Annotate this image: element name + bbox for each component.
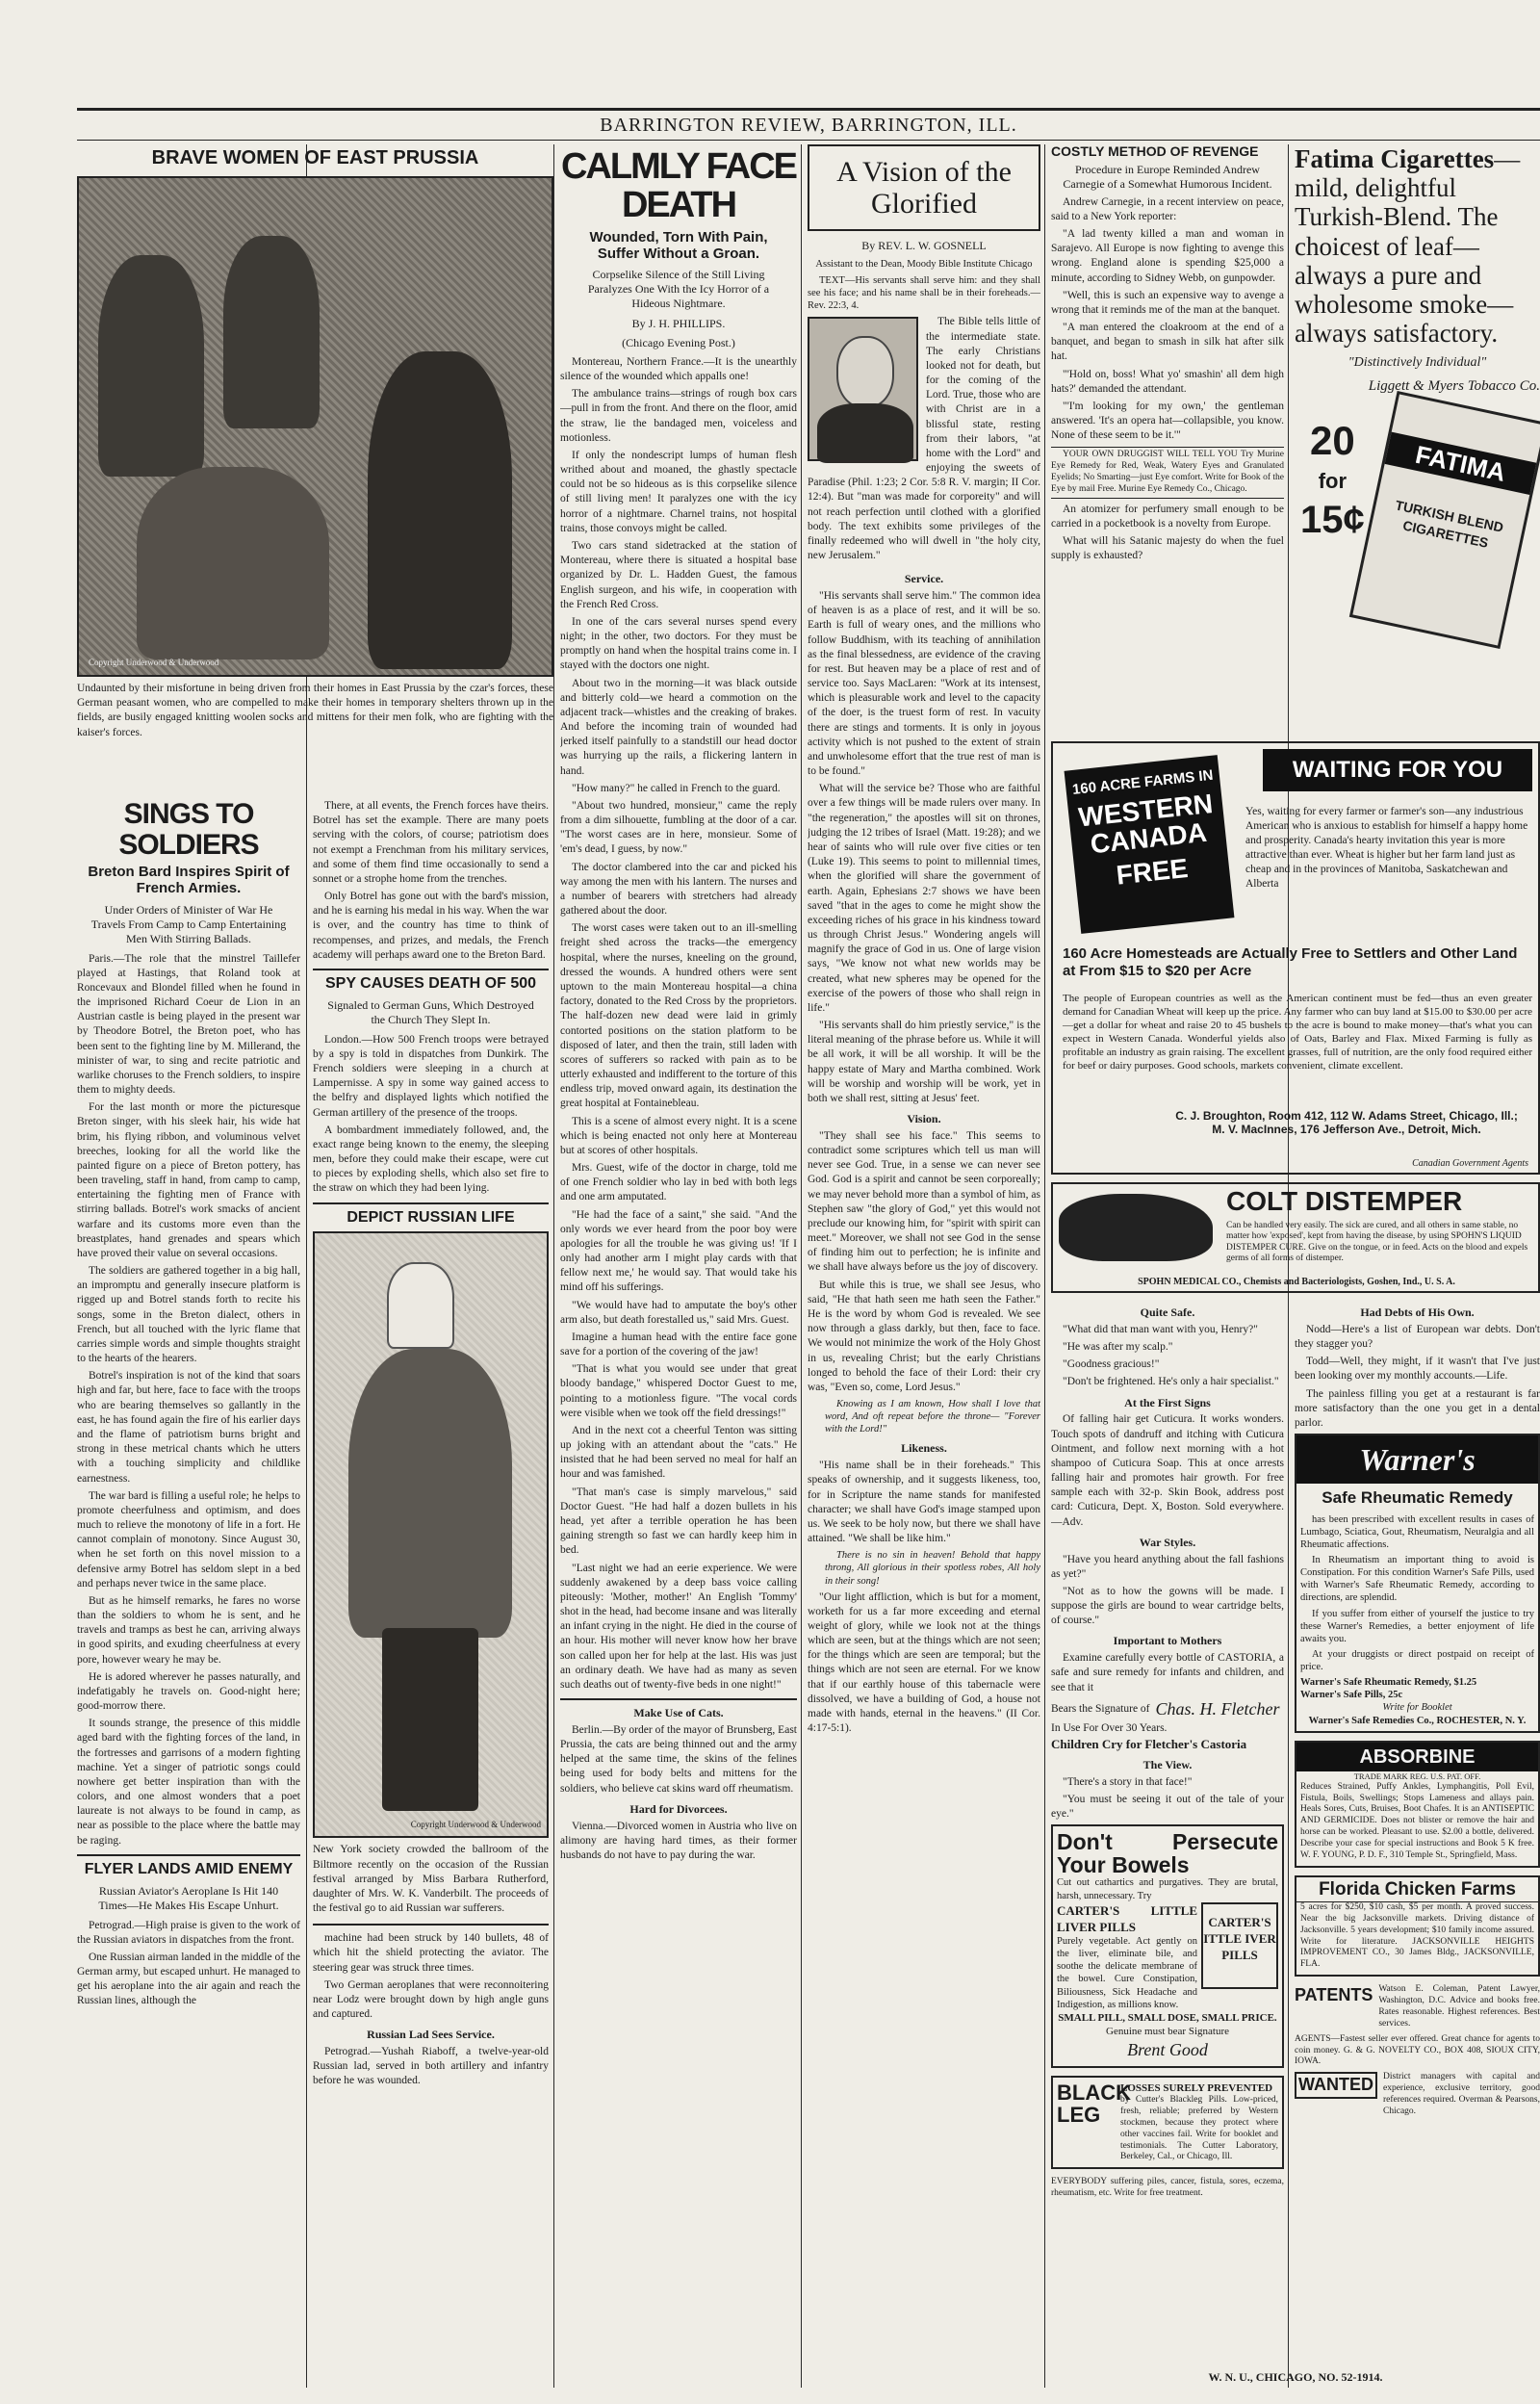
paragraph: "Our light affliction, which is but for a moment, worketh for us a far more exceeding and eternal weight of glory, while we look not at the things which are seen, but at the things which are not seen; for the things which are seen are temporal; but the things which are not seen are eternal. For we know that if our earthly house of this tabernacle were dissolved, we have a building of God, a house not made with hands, eternal in the heavens." (II Cor. 4:17-5:1). [808,1590,1040,1735]
paragraph: "A lad twenty killed a man and woman in Sarajevo. All Europe is now fighting to avenge this wrong. England alone is spending $25,000 a minute, according to Sidney Webb, on gunpowder. [1051,228,1284,284]
paragraph: And in the next cot a cheerful Tenton was sitting up joking with an attendant about the "cats." He insisted that he had been served no meal for half an hour and was famished. [560,1424,797,1481]
death-deck: Wounded, Torn With Pain, Suffer Without a Groan. [589,228,768,263]
paragraph: Vienna.—Divorced women in Austria who live on alimony are having hard times, as their former husbands do not have to pay during the war. [560,1820,797,1861]
paragraph: "His servants shall do him priestly service," is the literal meaning of the phrase before us. While it will be all work, it will be all worship. It will be the happy estate of Mary and Martha combined. Work will be worship and worship will be work, yet in both we shall rest, sitting at Jesus' feet. [808,1020,1040,1104]
subhead: Quite Safe. [1140,1305,1195,1319]
subhead: Vision. [907,1112,941,1126]
paragraph: "His name shall be in their foreheads." This speaks of ownership, and it suggests likeness, too, for in Scripture the name stands for manifested character; we shall have God's image stamped upon us. We seek to be holy now, but there we shall have attained. "We shall be like him." [808,1460,1040,1545]
paragraph: The Bible tells little of the intermediate state. The early Christians looked not for death, but for the coming of the Lord. True, those who are with Christ are in a blissful state, resting from their labors, "at home with the Lord" and enjoying the sweets of Paradise (Phil. 1:23; 2 Cor. 5:8 R. V. margin; II Cor. 12:4). But "man was made for corporeity" and will not reach perfection until clothed with a glorified body. The text exhibits some privileges of the finally redeemed who will dwell in "the holy city, new Jerusalem." [808,316,1040,562]
paragraph: For the last month or more the picturesque Breton singer, with his sleek hair, his wide hat brim, his flying ribbon, and voluminous velvet breeches, looking for all the world like the painted figure on a piece of Breton pottery, has been traveling, staff in hand, from camp to camp, entertaining the fighting men of France with stirring ballads. Botrel's work smacks of ancient warfare and its customs more even than the breastplates, hand grenades and spears which have proved their value on several occasions. [77,1101,300,1259]
paragraph: If only the nondescript lumps of human flesh writhed about and moaned, the ghastly spectacle could not be so hideous as is this corpselike silence of still living men! It paralyzes one with the icy horror of a nightmare. Charnel trains, not hospital trains, those convoys might be called. [560,449,797,534]
column-5-upper [1051,144,1284,722]
paragraph: "You must be seeing it out of the tale of your eye." [1051,1793,1284,1820]
photo-caption: Undaunted by their misfortune in being driven from their homes in East Prussia by the czar's forces, these German peasant women, who are compelled to make their homes in temporary shelters thrown up in the fields, are busily engaged knitting woolen socks and mittens for their men folk, who are fighting with the kaiser's forces. [77,683,553,738]
paragraph: The ambulance trains—strings of rough box cars—pull in from the front. And there on the floor, amid the straw, lie the bandaged men, voiceless and motionless. [560,388,797,444]
canada-headline: 160 Acre Homesteads are Actually Free to Settlers and Other Land at From $15 to $20 per Acre [1063,945,1518,979]
sermon-text: TEXT—His servants shall serve him: and they shall see his face; and his name shall be in their foreheads.—Rev. 22:3, 4. [808,274,1040,312]
byline-source: Assistant to the Dean, Moody Bible Institute Chicago [815,258,1033,270]
blackleg-body: by Cutter's Blackleg Pills. Low-priced, fresh, reliable; preferred by Western stockmen, because they protect where other vaccines fail. Write for booklet and testimonials. The Cutter Laboratory, Berkeley, Cal., or Chicago, Ill. [1120,2095,1278,2162]
byline: By J. H. PHILLIPS. [631,317,726,331]
agents-ad: AGENTS—Fastest seller ever offered. Great chance for agents to coin money. G. & G. NOVELTY CO., BOX 408, SIOUX CITY, IOWA. [1295,2033,1540,2067]
printer-footer: W. N. U., CHICAGO, NO. 52-1914. [1208,2370,1383,2384]
paragraph: Imagine a human head with the entire face gone save for a portion of the covering of the jaw! [560,1331,797,1358]
paragraph: Only Botrel has gone out with the bard's mission, and he is earning his medal in his way. When the war is over, and the country has time to think of recompenses, and prizes, and medals, the French academy will perhaps award one to the Breton Bard. [313,891,549,961]
canada-contact: C. J. Broughton, Room 412, 112 W. Adams Street, Chicago, Ill.; M. V. MacInnes, 176 Jefferson Ave., Detroit, Mich. [1175,1109,1518,1136]
depict-headline: DEPICT RUSSIAN LIFE [346,1208,515,1226]
paragraph: Todd—Well, they might, if it wasn't that I've just been looking over my monthly accounts.—Life. [1295,1356,1540,1383]
paragraph: "Have you heard anything about the fall fashions as yet?" [1051,1553,1284,1580]
absorbine-tm: TRADE MARK REG. U.S. PAT. OFF. [1353,1771,1481,1782]
paragraph: He is adored wherever he passes naturally, and indefatigably he travels on. Good-night here; good-morrow there. [77,1670,300,1713]
cigarette-pack-icon: FATIMA TURKISH BLEND CIGARETTES [1349,391,1540,649]
paragraph: "Goodness gracious!" [1063,1358,1160,1371]
absorbine-title: ABSORBINE [1296,1743,1538,1771]
paragraph: This is a scene of almost every night. It is a scene which is being enacted not only here at Montereau but at scores of other hospitals. [560,1115,797,1156]
column-rule [553,144,554,2388]
colt-distemper-ad [1051,1182,1540,1293]
carters-small: SMALL PILL, SMALL DOSE, SMALL PRICE. [1058,2011,1277,2024]
flyer-deck: Russian Aviator's Aeroplane Is Hit 140 Times—He Makes His Escape Unhurt. [98,1883,279,1912]
warners-body: has been prescribed with excellent results in cases of Lumbago, Sciatica, Gout, Rheumatism, Neuralgia and all Rheumatic affections. [1300,1513,1534,1550]
revenge-headline: COSTLY METHOD OF REVENGE [1051,144,1259,159]
canada-banner: WAITING FOR YOU [1263,749,1532,791]
subhead: At the First Signs [1124,1395,1211,1409]
paragraph: London.—How 500 French troops were betrayed by a spy is told in dispatches from Dunkirk. The French soldiers were sleeping in a church at Lampernisse. A spy in some way gained access to the belfry and displayed lights which notified the German artillery of the presence of the troops. [313,1033,549,1119]
paragraph: Two German aeroplanes that were reconnoitering near Lodz were brought down by high angle guns and captured. [313,1978,549,2021]
byline: By REV. L. W. GOSNELL [861,239,987,252]
subhead: Important to Mothers [1113,1634,1222,1648]
paragraph: The doctor clambered into the car and picked his way among the men with his lantern. The nurses and a number of bearers with stretchers had already gathered about the door. [560,861,797,918]
revenge-deck: Procedure in Europe Reminded Andrew Carnegie of a Somewhat Humorous Incident. [1063,162,1272,191]
warners-ad [1295,1434,1540,1733]
blackleg-ad [1051,2076,1284,2170]
sings-deck: Breton Bard Inspires Spirit of French Armies. [88,864,290,897]
death-deck2: Corpselike Silence of the Still Living Paralyzes One With the Icy Horror of a Hideous Nightmare. [587,268,770,311]
paragraph: "What did that man want with you, Henry?" [1063,1323,1258,1335]
paragraph: It sounds strange, the presence of this middle aged bard with the fighting forces of the land, in the fortresses and garrisons of a modern fighting machine. Yet a singer of patriotic songs could nowhere get better inspiration than with the colors, and one almost wonders that a poet laureate is not always to be found in camp, as near as possible to the place where the battle may be raging. [77,1718,300,1847]
fletcher-signature: Chas. H. Fletcher [1155,1698,1280,1719]
warners-company: Warner's Safe Remedies Co., ROCHESTER, N. Y. [1308,1715,1527,1726]
paragraph: One Russian airman landed in the middle of the German army, but escaped unhurt. He managed to get his aeroplane into the air again and reach the Russian lines, although the [77,1951,300,2007]
sings-headline: SINGS TO SOLDIERS [118,799,259,861]
carters-headline: Don't Persecute Your Bowels [1057,1829,1278,1878]
paragraph: What will his Satanic majesty do when the fuel supply is exhausted? [1051,535,1284,562]
photo-credit: Copyright Underwood & Underwood [89,658,219,668]
spy-deck: Signaled to German Guns, Which Destroyed the Church They Slept In. [327,997,534,1026]
paragraph: "His servants shall serve him." The common idea of heaven is as a place of rest, and it will be so. Earth is full of weary ones, and the millions who follow Buddhism, with its teaching of annihilation as the final blessedness, are evidence of the craving for rest. But heaven may be a place of rest and of service too. Says MacLaren: "Work at its intensest, which is pleasurable work and level to the capacity of the doer, is the truest form of rest. In vacuity there are stings and torments. It is only in joyous activity which is not pushed to the extent of strain and unwholesome effort that the true rest of man is to be found." [808,590,1040,778]
paragraph: The soldiers are gathered together in a big hall, an impromptu and generally insecure platform is rigged up and Botrel stands forth to recite his songs, some in the Breton dialect, others in French, but all touched with the lyric flame that carries simple words and simple thoughts straight to the hearts of the hearers. [77,1265,300,1365]
absorbine-body: Reduces Strained, Puffy Ankles, Lymphangitis, Poll Evil, Fistula, Boils, Swellings; Stops Lameness and allays pain. Heals Sores, Cuts, Bruises, Boot Chafes. It is an ANTISEPTIC AND GERMICIDE. Does not blister or remove the hair and horse can be worked. Pleasant to use. $2.00 a bottle, delivered. Describe your case for special instructions and Book 5 K free. W. F. YOUNG, P. D. F., 310 Temple St., Springfield, Mass. [1300,1781,1534,1860]
paragraph: Petrograd.—Yushah Riaboff, a twelve-year-old Russian lad, served in both artillery and infantry before he was wounded. [313,2046,549,2087]
blackleg-title: BLACK LEG [1057,2080,1131,2127]
poem: Knowing as I am known, How shall I love that word, And oft repeat before the throne— "Forever with the Lord!" [825,1399,1040,1435]
subhead: Service. [904,572,944,586]
paragraph: But as he himself remarks, he fares no worse than the soldiers to whom he is sent, and he travels and tramps as best he can, arriving always in good spirits, and exuding cheerfulness at every pore, however weary he may be. [77,1594,300,1666]
florida-body: 5 acres for $250, $10 cash, $5 per month. A proved success. Near the big Jacksonville markets. Driving distance of Jacksonville. 5 years development; $10 family income assured. Write for literature. JACKSONVILLE HEIGHTS IMPROVEMENT CO., 30 James Bldg., JACKSONVILLE, FLA. [1300,1901,1534,1970]
florida-title: Florida Chicken Farms [1296,1877,1538,1902]
murine-ad: YOUR OWN DRUGGIST WILL TELL YOU Try Murine Eye Remedy for Red, Weak, Watery Eyes and Granulated Eyelids; No Smarting—just Eye comfort. Write for Book of the Eye by mail Free. Murine Eye Remedy Co., Chicago. [1051,447,1284,499]
paragraph: A bombardment immediately followed, and, the exact range being known to the enemy, the sleeping men, before they could make their escape, were cut to pieces by exploding shells, which also set fire to the straw on which they had been lying. [313,1124,549,1195]
paragraph: The painless filling you get at a restaurant is far more satisfactory than the one you get in a dental parlor. [1295,1387,1540,1429]
subhead: Likeness. [901,1441,947,1456]
castoria-tagline: Children Cry for Fletcher's Castoria [1051,1736,1247,1751]
paragraph: "That is what you would see under that great bloody bandage," whispered Doctor Guest to me, pointing to a motionless figure. "The vocal cords were visible when we took off the field dressings!" [560,1363,797,1419]
vision-headline: A Vision of the Glorified [836,156,1012,220]
canada-intro: Yes, waiting for every farmer or farmer's son—any industrious American who is anxious to establish for himself a happy home and prosperity. Canada's hearty invitation this year is more attractive than ever. Wheat is higher but her farm land just as cheap and in the provinces of Manitoba, Saskatchewan and Alberta [1245,806,1528,890]
photo-credit: Copyright Underwood & Underwood [410,1819,541,1829]
paragraph: machine had been struck by 140 bullets, 48 of which hit the shield protecting the aviator. The steering gear was struck three times. [313,1932,549,1974]
paragraph: "There's a story in that face!" [1063,1775,1193,1788]
column-rule [801,144,802,2388]
paragraph: "Last night we had an eerie experience. We were suddenly awakened by a deep bass voice calling piteously: 'Mother, mother!' An English 'Tommy' shot in the head, had become insane and was literally an infant crying in the night. He died in the course of an hour. His mother will never know how her brave son called upon her for help at the last. His was just an ordinary death. We have had as many as seven such deaths out of twenty-five beds in one night!" [560,1562,797,1691]
fatima-body: —mild, delightful Turkish-Blend. The choicest of leaf—always a pure and wholesome smoke—always satisfactory. [1295,144,1521,349]
paragraph: "Not as to how the gowns will be made. I suppose the girls are bound to wear cartridge belts, of course." [1051,1585,1284,1627]
everybody-ad: EVERYBODY suffering piles, cancer, fistula, sores, eczema, rheumatism, etc. Write for free treatment. [1051,2177,1284,2199]
poem: There is no sin in heaven! Behold that happy throng, All glorious in their spotless robes, All holy in their song! [825,1550,1040,1587]
paragraph: "About two hundred, monsieur," came the reply from a dim silhouette, fumbling at the door of a car. "The worst cases are in here, monsieur. Some of 'em's dead, I guess, by now." [560,799,797,856]
warners-price: Warner's Safe Rheumatic Remedy, $1.25 [1300,1677,1477,1689]
vision-title-box [808,144,1040,231]
paragraph: Botrel's inspiration is not of the kind that soars high and far, but here, face to face with the troops who are bearing themselves so gallantly in the east, he has found again the fire of his earlier days and the flame of patriotism burns bright and strong in these metrical chants which he utters with a touching simplicity and childlike earnestness. [77,1370,300,1485]
paragraph: "'I'm looking for my own,' the gentleman answered. 'It's an opera hat—collapsible, you know. None of these seem to be it.'" [1051,400,1284,442]
wanted-body: District managers with capital and experience, exclusive territory, good references required. Overman & Pearsons, Chicago. [1383,2072,1540,2116]
masthead: BARRINGTON REVIEW, BARRINGTON, ILL. [77,108,1540,141]
paragraph: Nodd—Here's a list of European war debts. Don't they stagger you? [1295,1323,1540,1350]
death-headline: CALMLY FACE DEATH [560,146,797,225]
warners-title: Warner's [1296,1435,1538,1484]
castoria-in-use: In Use For Over 30 Years. [1051,1721,1168,1734]
warners-body: At your druggists or direct postpaid on receipt of price. [1300,1648,1534,1673]
paragraph: Mrs. Guest, wife of the doctor in charge, told me of one French soldier who lay in bed with both legs and one arm amputated. [560,1162,797,1203]
fatima-price: 20 for 15¢ [1300,417,1365,542]
paragraph: Petrograd.—High praise is given to the work of the Russian aviators in dispatches from the front. [77,1919,300,1946]
colt-headline: COLT DISTEMPER [1226,1186,1463,1216]
paragraph: "That man's case is simply marvelous," said Doctor Guest. "He had half a dozen bullets in his head, yet after a terrible operation he has been gaining strength so fast we can hardly keep him in bed. [560,1486,797,1557]
paragraph: "A man entered the cloakroom at the end of a banquet, and began to smash in silk hat after silk hat. [1051,322,1284,363]
russian-dancer-photo [313,1231,549,1838]
subhead: Hard for Divorcees. [629,1801,728,1816]
spy-headline: SPY CAUSES DEATH OF 500 [324,974,537,992]
absorbine-ad [1295,1741,1540,1868]
warners-subtitle: Safe Rheumatic Remedy [1322,1488,1513,1508]
paragraph: In one of the cars several nurses spend every night; in the other, two doctors. For they must be promptly on hand when the hospital trains come in. I stayed with the doctors one night. [560,615,797,672]
paragraph: "He had the face of a saint," she said. "And the only words we ever heard from the poor boy were apologies for all the trouble he was giving us! 'If I only had another arm I might play cards with that fellow next me,' he would say. That would take his mind off his sufferings. [560,1208,797,1294]
paragraph: Examine carefully every bottle of CASTORIA, a safe and sure remedy for infants and children, and see that it [1051,1652,1284,1693]
subhead: Russian Lad Sees Service. [367,2028,495,2042]
fatima-ad [1295,144,1540,722]
peasant-women-photo [77,176,553,677]
byline-source: (Chicago Evening Post.) [622,336,735,350]
wanted-title: WANTED [1295,2072,1377,2099]
gosnell-portrait [808,317,918,461]
blackleg-headline: LOSSES SURELY PREVENTED [1120,2081,1273,2094]
paragraph: Andrew Carnegie, in a recent interview on peace, said to a New York reporter: [1051,195,1284,222]
fatima-maker: Liggett & Myers Tobacco Co. [1368,378,1540,395]
column-4 [808,144,1040,2388]
paragraph: "They shall see his face." This seems to contradict some scriptures which tell us man will never see God. True, in a sense we can never see God. God is a spirit and cannot be seen corporeally; we may never behold more than a symbol of him, as Stephen saw "the glory of God," yet this would not preclude our knowing him, for "spirit with spirit can meet." Moreover, we shall not see God in the sense of finding him out to perfection; he is infinite and we shall have always before us the joy of discovery. [808,1129,1040,1274]
paragraph: Montereau, Northern France.—It is the unearthly silence of the wounded which appalls one! [560,355,797,383]
paragraph: What will the service be? Those who are faithful over a few things will be made rulers over many. In "the regeneration," the apostles will sit on thrones, judging the 12 tribes of Israel (Matt. 19:28); and we hear of saints who will rule over five cities or ten (Luke 19). This seems to point to millennial times, when the glorified will share the government of earth. Again, Ephesians 2:7 shows we have been saved "that in the ages to come he might show the exceeding riches of his grace in his kindness toward us through Christ Jesus." Wondering angels will magnify the grace of God in us. One of large vision says, "We know not what new worlds may be created, what new spheres may be opened for the exercise of the powers of those who shall reign in life." [808,783,1040,1014]
paragraph: An atomizer for perfumery small enough to be carried in a pocketbook is a novelty from Europe. [1051,503,1284,530]
paragraph: "He was after my scalp." [1063,1341,1173,1353]
column-2 [313,799,549,2388]
carters-intro: Cut out cathartics and purgatives. They are brutal, harsh, unnecessary. Try [1057,1877,1278,1901]
paragraph: "Don't be frightened. He's only a hair specialist." [1063,1376,1279,1388]
carters-signature: Brent Good [1127,2039,1208,2059]
paragraph: About two in the morning—it was black outside and bitterly cold—we heard a commotion on the adjacent track—whistles and the creaking of brakes. And before the incoming train of wounded had jerked itself painfully to a standstill our head doctor was hurrying up the rails, a flickering lantern in hand. [560,677,797,777]
paragraph: Of falling hair get Cuticura. It works wonders. Touch spots of dandruff and itching with Cuticura Ointment, and follow next morning with a hot shampoo of Cuticura Soap. This at once arrests falling hair and promotes hair growth. For free sample each with 32-p. Skin Book, address post card: Cuticura, Dept. X, Boston. Sold everywhere.—Adv. [1051,1413,1284,1528]
western-canada-ad [1051,741,1540,1175]
brave-women-article [77,144,553,799]
column-6-lower [1295,1300,1540,2388]
warners-write: Write for Booklet [1382,1702,1452,1714]
subhead: War Styles. [1139,1535,1196,1549]
colt-maker: SPOHN MEDICAL CO., Chemists and Bacteriologists, Goshen, Ind., U. S. A. [1138,1277,1455,1287]
carters-ad [1051,1824,1284,2067]
subhead: The View. [1142,1757,1193,1771]
canada-footer: Canadian Government Agents [1412,1158,1528,1169]
column-rule [1044,144,1045,2388]
carters-package-icon: CARTER'S ITTLE IVER PILLS [1201,1902,1278,1989]
paragraph: "'Hold on, boss! What yo' smashin' all dem high hats?' demanded the attendant. [1051,368,1284,395]
subhead: Had Debts of His Own. [1360,1305,1475,1319]
carters-genuine: Genuine must bear Signature [1106,2026,1229,2038]
column-3 [560,144,797,2388]
paragraph: Two cars stand sidetracked at the station of Montereau, where there is situated a hospital base organized by Dr. L. Hadden Guest, the famous English surgeon, and his wife, in cooperation with the French Red Cross. [560,540,797,610]
colt-body: Can be handled very easily. The sick are cured, and all others in same stable, no matter how 'exposed', kept from having the disease, by using SPOHN'S LIQUID DISTEMPER CURE. Give on the tongue, or in feed. Acts on the blood and expels germs of all forms of distemper. [1226,1221,1528,1264]
photo-caption: New York society crowded the ballroom of the Biltmore recently on the occasion of the Russian festival arranged by Miss Barbara Rutherford, daughter of Mrs. W. K. Vanderbilt. The proceeds of the festival go to aid Russian war sufferers. [313,1844,549,1915]
horse-icon [1059,1194,1213,1261]
sings-deck2: Under Orders of Minister of War He Travels From Camp to Camp Entertaining Men With Stirring Ballads. [90,902,287,945]
subhead: Make Use of Cats. [633,1706,724,1720]
patents-title: PATENTS [1295,1985,1373,2005]
canada-badge: 160 ACRE FARMS IN WESTERN CANADA FREE [1065,755,1235,934]
warners-body: In Rheumatism an important thing to avoid is Constipation. For this condition Warner's Safe Pills, used with Warner's Safe Rheumatic Remedy, according to directions, are splendid. [1300,1555,1534,1604]
florida-ad [1295,1875,1540,1977]
patents-body: Watson E. Coleman, Patent Lawyer, Washington, D.C. Advice and books free. Rates reasonable. Highest references. Best services. [1378,1984,1540,2029]
warners-price: Warner's Safe Pills, 25c [1300,1690,1403,1701]
brave-women-headline: BRAVE WOMEN OF EAST PRUSSIA [151,147,479,168]
paragraph: "Well, this is such an expensive way to avenge a wrong that it reminds me of the man at the banquet. [1051,289,1284,316]
paragraph: Berlin.—By order of the mayor of Brunsberg, East Prussia, the cats are being thinned out and the army helped at the same time, the skins of the felines being used for body belts and mittens for the soldiers, who believe cat skins ward off rheumatism. [560,1723,797,1795]
canada-body: The people of European countries as well as the American continent must be fed—thus an even greater demand for Canadian Wheat will keep up the price. Any farmer who can buy land at $15.00 to $30.00 per acre—get a dollar for wheat and raise 20 to 45 bushels to the acre is bound to make money—that's what you can expect in Western Canada. Wonderful yields also of Oats, Barley and Flax. Mixed Farming is fully as profitable an industry as grain raising. The excellent grasses, full of nutrition, are the only food required either for beef or dairy purposes. Good schools, markets convenient, climate excellent. [1063,993,1532,1073]
paragraph: The war bard is filling a useful role; he helps to promote cheerfulness and optimism, and does much to relieve the monotony of life in a fort. He cannot complain of monotony. Since August 30, when he set forth on this novel mission to a defensive army Botrel has seldom slept in a bed and perhaps never twice in the same place. [77,1489,300,1590]
paragraph: "How many?" he called in French to the guard. [572,782,781,794]
paragraph: "We would have had to amputate the boy's other arm also, but death forestalled us," said Mrs. Guest. [560,1299,797,1326]
flyer-headline: FLYER LANDS AMID ENEMY [84,1860,294,1877]
warners-body: If you suffer from either of yourself the justice to try these Warner's Remedies, a better enjoyment of life awaits you. [1300,1608,1534,1644]
paragraph: The worst cases were taken out to an ill-smelling freight shed across the tracks—the emergency hospital, where the nurses, kneeling on the ground, dressed the wounds. A hundred others were sent uptown to the main Montereau hospital—a china factory, donated to the Red Cross by the proprietors. The half-dozen new dead were laid in grimly contorted positions on the station platform to be disposed of later, and then the train, still laden with scores of sufferers so racked with pain as to be utterly exhausted and indifferent to the torture of this endless trip, moved onward again, its destination the great hospital at Fontainebleau. [560,922,797,1110]
paragraph: There, at all events, the French forces have theirs. Botrel has set the example. There are many poets serving with the colors, of course; patriotism does not exempt a Frenchman from his military services, and some of them find time occasionally to send a sonnet or a strophe home from the trenches. [313,800,549,885]
column-1 [77,799,300,2388]
fatima-headline: Fatima Cigarettes [1295,144,1495,173]
carters-body: Purely vegetable. Act gently on the liver, eliminate bile, and soothe the delicate membrane of the bowel. Cure Constipation, Biliousness, Sick Headache and Indigestion, as millions know. [1057,1936,1197,2010]
paragraph: Paris.—The role that the minstrel Taillefer played at Hastings, that Roland took at Roncevaux and Blondel filled when he found in the imprisoned Richard Coeur de Lion in an Austrian castle is being played in the present war by Theodore Botrel, the Breton poet, who has been sent to the fighting line by M. Millerand, the minister of war, to sing and recite patriotic and warlike choruses to the French soldiers, to inspire them to mighty deeds. [77,952,300,1097]
fatima-tagline: "Distinctively Individual" [1348,354,1487,370]
castoria-bears: Bears the Signature of [1051,1703,1150,1716]
carters-name: CARTER'S LITTLE LIVER PILLS [1057,1902,1197,1934]
paragraph: But while this is true, we shall see Jesus, who said, "He that hath seen me hath seen the Father." He is the word by whom God is revealed. We see now through a glass darkly, but then, face to face. We would not minimize the work of the Holy Ghost in us, revealing Christ; but the early Christians longed to behold the face of their Lord: their cry was, "Even so, come, Lord Jesus." [808,1279,1040,1393]
column-5-lower [1051,1300,1284,2388]
